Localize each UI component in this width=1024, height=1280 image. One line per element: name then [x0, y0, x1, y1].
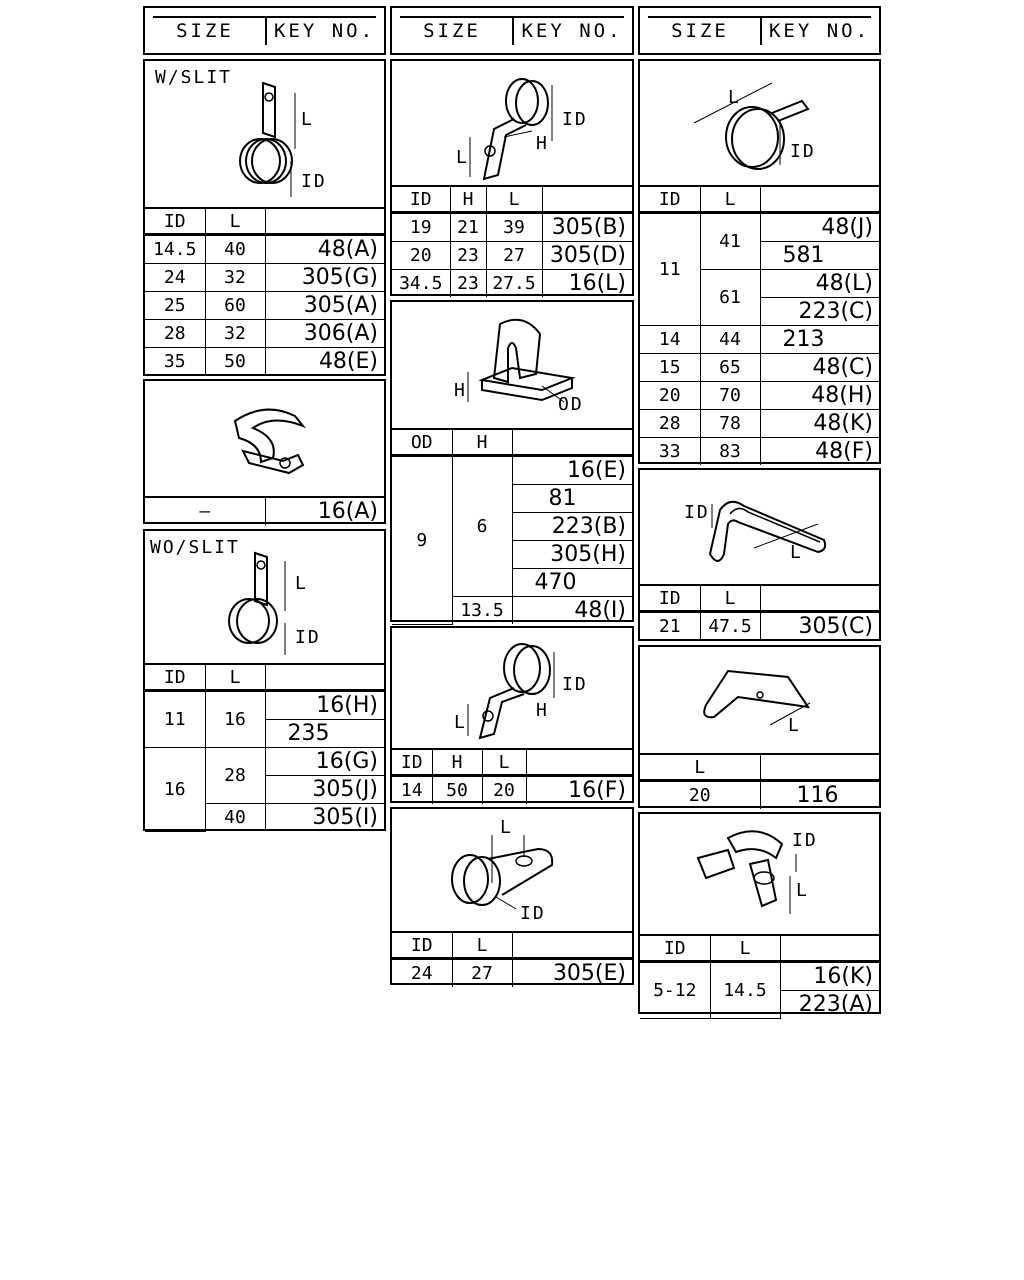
- col-l: L: [486, 186, 542, 213]
- cell-h: 13.5: [452, 597, 512, 625]
- dim-h: H: [536, 133, 549, 154]
- table-row: [145, 264, 384, 292]
- dim-l: L: [454, 712, 467, 733]
- col-id: ID: [640, 186, 700, 213]
- tab-clip-table: [392, 931, 632, 987]
- flat-clip-table: [640, 753, 879, 809]
- cell-key: 116: [760, 781, 879, 810]
- panel-band-clamp: [638, 59, 881, 464]
- wslit-clamp-drawing: [145, 61, 384, 207]
- cell-size: —: [145, 497, 265, 525]
- table-row: [640, 213, 879, 242]
- cell-id: 34.5: [392, 270, 450, 298]
- cell-key: 48(A): [265, 235, 384, 264]
- cell-l: 50: [205, 348, 265, 376]
- cell-id: 16: [145, 748, 205, 832]
- cell-l: 32: [205, 264, 265, 292]
- col-id: ID: [392, 186, 450, 213]
- col-key: [760, 585, 879, 612]
- cell-id: 14.5: [145, 235, 205, 264]
- cell-h: 23: [450, 242, 486, 270]
- cell-l: 28: [205, 748, 265, 804]
- cell-l: 47.5: [700, 612, 760, 641]
- bracket-a-table: [392, 185, 632, 297]
- col-id: ID: [145, 664, 205, 691]
- dim-id: ID: [520, 903, 546, 924]
- cell-key: 305(D): [542, 242, 632, 270]
- table-row: [145, 748, 384, 776]
- col-key: [512, 932, 632, 959]
- panel-p-clip: [638, 468, 881, 641]
- figure-band-clamp: [640, 61, 879, 185]
- wslit-table: [145, 207, 384, 375]
- table-row: [640, 326, 879, 354]
- dim-l: L: [728, 87, 741, 108]
- table-row: [640, 612, 879, 641]
- band-table: [640, 185, 879, 465]
- header-col2: [390, 6, 634, 55]
- figure-od-clip: [392, 302, 632, 428]
- cell-key: 48(F): [760, 438, 879, 466]
- col-l: L: [710, 935, 780, 962]
- cell-id: 24: [392, 959, 452, 988]
- bracket-b-table: [392, 748, 632, 804]
- cell-key: 305(B): [542, 213, 632, 242]
- cell-key: 305(E): [512, 959, 632, 988]
- cell-id: 15: [640, 354, 700, 382]
- figure-bracket-a: [392, 61, 632, 185]
- dim-l: L: [796, 880, 809, 901]
- table-row: [392, 959, 632, 988]
- cell-id: 33: [640, 438, 700, 466]
- cell-key: 16(G): [265, 748, 384, 776]
- cell-id: 25: [145, 292, 205, 320]
- header-key: KEY NO.: [521, 20, 623, 42]
- panel-woslit: [143, 529, 386, 831]
- figure-tab-clip: [392, 809, 632, 931]
- dim-id: ID: [301, 171, 327, 192]
- cell-key: 305(G): [265, 264, 384, 292]
- dim-od: OD: [558, 394, 584, 415]
- cell-od: 9: [392, 456, 452, 625]
- twin-clip-table: [640, 934, 879, 1019]
- col-id: ID: [392, 932, 452, 959]
- header-key: KEY NO.: [273, 20, 376, 42]
- cell-key: 223(C): [760, 298, 879, 326]
- col-h: H: [432, 749, 482, 776]
- dim-l: L: [301, 109, 314, 130]
- cell-l: 70: [700, 382, 760, 410]
- dim-l: L: [456, 147, 469, 168]
- dim-h: H: [536, 700, 549, 721]
- dim-id: ID: [562, 674, 588, 695]
- table-row: [145, 320, 384, 348]
- table-row: [145, 497, 384, 525]
- dim-l: L: [790, 542, 803, 563]
- panel-flat-clip: [638, 645, 881, 808]
- cell-l: 27: [486, 242, 542, 270]
- cell-id: 5-12: [640, 962, 710, 1019]
- band-clamp-drawing: [640, 61, 879, 185]
- panel-bracket-b: [390, 626, 634, 803]
- cell-l: 65: [700, 354, 760, 382]
- cell-key: 305(I): [265, 804, 384, 832]
- cell-key: 213: [760, 326, 879, 354]
- clip-16a-table: [145, 496, 384, 525]
- col-key: [265, 664, 384, 691]
- cell-id: 28: [640, 410, 700, 438]
- figure-flat-clip: [640, 647, 879, 753]
- cell-id: 24: [145, 264, 205, 292]
- table-row: [392, 456, 632, 485]
- table-row: [392, 270, 632, 298]
- figure-wslit-clamp: [145, 61, 384, 207]
- cell-l: 16: [205, 691, 265, 748]
- table-row: [145, 691, 384, 720]
- cell-key: 223(A): [780, 991, 879, 1019]
- table-row: [145, 235, 384, 264]
- col-h: H: [450, 186, 486, 213]
- cell-id: 11: [145, 691, 205, 748]
- cell-key: 305(H): [512, 541, 632, 569]
- panel-bracket-a: [390, 59, 634, 296]
- cell-key: 305(A): [265, 292, 384, 320]
- cell-key: 305(J): [265, 776, 384, 804]
- cell-l: 41: [700, 213, 760, 270]
- cell-l: 40: [205, 235, 265, 264]
- cell-id: 14: [392, 776, 432, 805]
- table-row: [640, 382, 879, 410]
- col-l: L: [640, 754, 760, 781]
- bracket-a-drawing: [392, 61, 632, 185]
- cell-h: 50: [432, 776, 482, 805]
- table-row: [392, 213, 632, 242]
- cell-l: 20: [640, 781, 760, 810]
- cell-key: 48(E): [265, 348, 384, 376]
- dim-l: L: [500, 817, 513, 838]
- panel-tab-clip: [390, 807, 634, 985]
- table-row: [640, 781, 879, 810]
- cell-l: 60: [205, 292, 265, 320]
- table-row: [640, 962, 879, 991]
- flat-clip-drawing: [640, 647, 879, 753]
- col-od: OD: [392, 429, 452, 456]
- cell-id: 11: [640, 213, 700, 326]
- figure-bracket-b: [392, 628, 632, 748]
- cell-l: 20: [482, 776, 526, 805]
- p-clip-table: [640, 584, 879, 640]
- cell-id: 14: [640, 326, 700, 354]
- header-col1: [143, 6, 386, 55]
- panel-twin-clip: [638, 812, 881, 1017]
- clip-16a-drawing: [145, 381, 384, 496]
- dim-id: ID: [792, 830, 818, 851]
- dim-id: ID: [562, 109, 588, 130]
- col-h: H: [452, 429, 512, 456]
- cell-l: 14.5: [710, 962, 780, 1019]
- cell-key: 48(K): [760, 410, 879, 438]
- dim-id: ID: [790, 141, 816, 162]
- od-clip-drawing: [392, 302, 632, 428]
- col-id: ID: [392, 749, 432, 776]
- header-col3: [638, 6, 881, 55]
- cell-key: 470: [512, 569, 632, 597]
- dim-id: ID: [295, 627, 321, 648]
- cell-l: 83: [700, 438, 760, 466]
- col-key: [512, 429, 632, 456]
- cell-id: 21: [640, 612, 700, 641]
- header-size: SIZE: [176, 20, 234, 42]
- cell-id: 19: [392, 213, 450, 242]
- woslit-table: [145, 663, 384, 832]
- figure-clip-16a: [145, 381, 384, 496]
- cell-key: 48(J): [760, 213, 879, 242]
- cell-l: 27.5: [486, 270, 542, 298]
- cell-l: 40: [205, 804, 265, 832]
- panel-wslit: [143, 59, 386, 376]
- col-id: ID: [145, 208, 205, 235]
- figure-title: W/SLIT: [155, 67, 233, 88]
- table-row: [640, 410, 879, 438]
- col-key: [542, 186, 632, 213]
- col-id: ID: [640, 585, 700, 612]
- cell-h: 21: [450, 213, 486, 242]
- cell-key: 16(L): [542, 270, 632, 298]
- col-l: L: [700, 186, 760, 213]
- cell-key: 581: [760, 242, 879, 270]
- cell-key: 306(A): [265, 320, 384, 348]
- cell-l: 78: [700, 410, 760, 438]
- table-row: [640, 354, 879, 382]
- col-key: [760, 186, 879, 213]
- header-key: KEY NO.: [768, 20, 871, 42]
- table-row: [392, 776, 632, 805]
- table-row: [145, 348, 384, 376]
- cell-id: 20: [640, 382, 700, 410]
- figure-woslit-clamp: [145, 531, 384, 663]
- panel-clip-16a: [143, 379, 386, 524]
- dim-id: ID: [684, 502, 710, 523]
- header-size: SIZE: [671, 20, 729, 42]
- cell-key: 16(K): [780, 962, 879, 991]
- cell-l: 27: [452, 959, 512, 988]
- od-clip-table: [392, 428, 632, 625]
- table-row: [392, 242, 632, 270]
- cell-key: 235: [265, 720, 384, 748]
- col-l: L: [482, 749, 526, 776]
- woslit-clamp-drawing: [145, 531, 384, 663]
- figure-title: WO/SLIT: [150, 537, 240, 558]
- dim-h: H: [454, 380, 467, 401]
- panel-od-clip: [390, 300, 634, 622]
- cell-h: 23: [450, 270, 486, 298]
- cell-key: 16(A): [265, 497, 384, 525]
- cell-id: 20: [392, 242, 450, 270]
- dim-l: L: [295, 573, 308, 594]
- cell-l: 32: [205, 320, 265, 348]
- col-key: [526, 749, 632, 776]
- cell-l: 39: [486, 213, 542, 242]
- cell-key: 48(I): [512, 597, 632, 625]
- dim-l: L: [788, 715, 801, 736]
- bracket-b-drawing: [392, 628, 632, 748]
- table-row: [640, 438, 879, 466]
- cell-id: 35: [145, 348, 205, 376]
- cell-key: 48(H): [760, 382, 879, 410]
- col-key: [265, 208, 384, 235]
- cell-key: 81: [512, 485, 632, 513]
- cell-l: 61: [700, 270, 760, 326]
- header-size: SIZE: [423, 20, 481, 42]
- col-l: L: [452, 932, 512, 959]
- cell-id: 28: [145, 320, 205, 348]
- cell-key: 16(H): [265, 691, 384, 720]
- figure-twin-clip: [640, 814, 879, 934]
- cell-key: 223(B): [512, 513, 632, 541]
- cell-key: 16(F): [526, 776, 632, 805]
- col-key: [760, 754, 879, 781]
- cell-key: 305(C): [760, 612, 879, 641]
- col-l: L: [700, 585, 760, 612]
- cell-key: 48(L): [760, 270, 879, 298]
- cell-key: 48(C): [760, 354, 879, 382]
- col-key: [780, 935, 879, 962]
- cell-l: 44: [700, 326, 760, 354]
- col-l: L: [205, 664, 265, 691]
- cell-key: 16(E): [512, 456, 632, 485]
- figure-p-clip: [640, 470, 879, 584]
- cell-h: 6: [452, 456, 512, 597]
- p-clip-drawing: [640, 470, 879, 584]
- col-l: L: [205, 208, 265, 235]
- twin-clip-drawing: [640, 814, 879, 934]
- table-row: [145, 292, 384, 320]
- col-id: ID: [640, 935, 710, 962]
